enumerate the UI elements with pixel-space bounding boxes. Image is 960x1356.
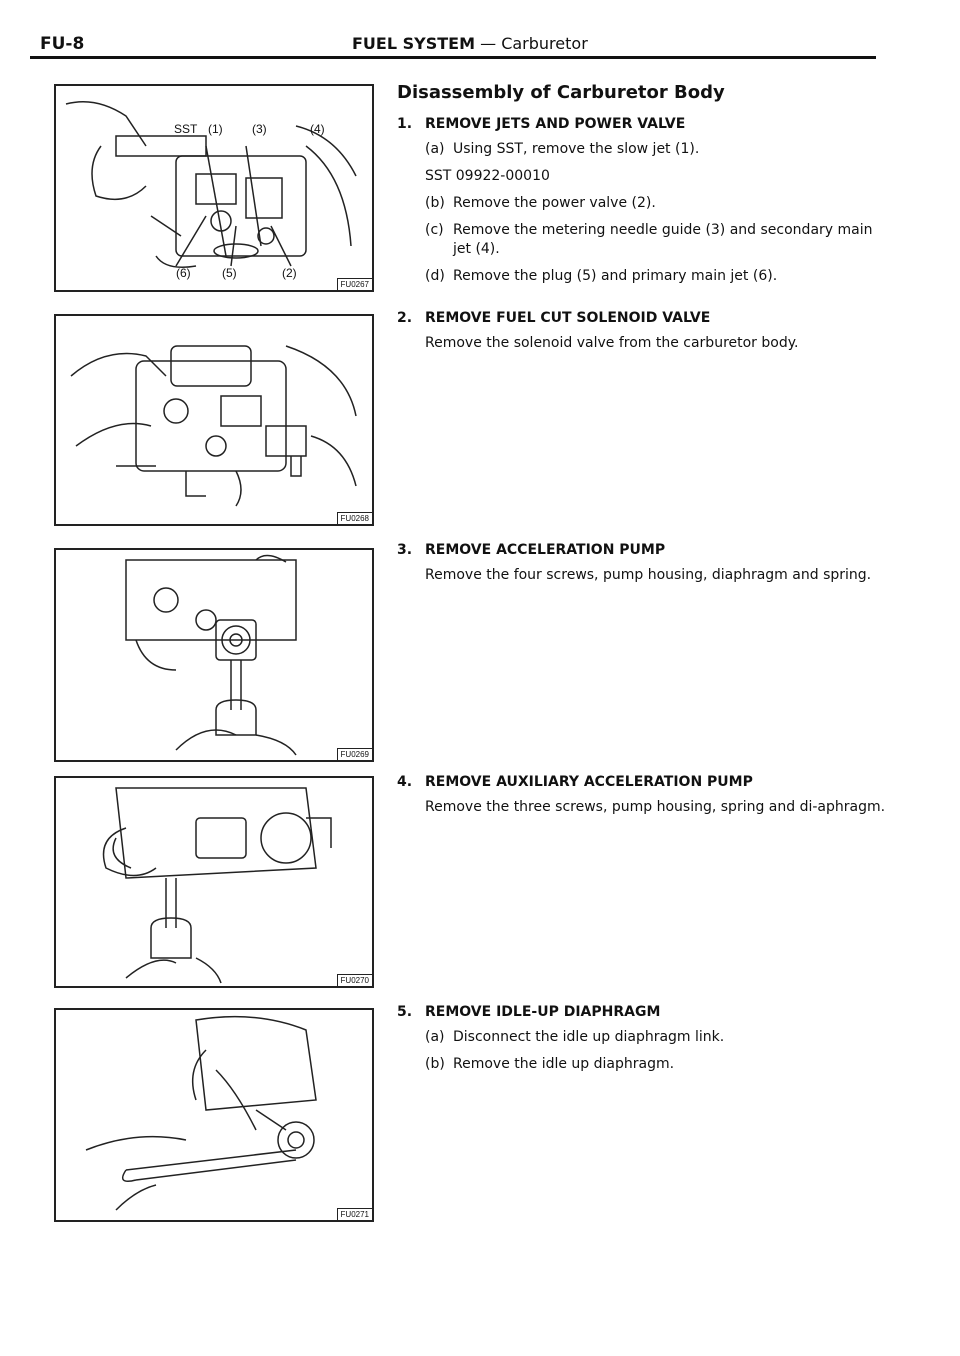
step-number: 5. [397, 1004, 413, 1020]
step-description: Remove the four screws, pump housing, diaphragm and spring. [425, 567, 872, 583]
carburetor-jets-illustration [56, 86, 372, 290]
figure-idle-up-removal [54, 1008, 374, 1222]
substep-d [425, 267, 887, 286]
substep-text: Using SST, remove the slow jet (1). [453, 141, 700, 157]
step-description: Remove the three screws, pump housing, spring and di-aphragm. [425, 799, 886, 815]
substep-a [425, 1028, 887, 1047]
figure-aux-pump-removal [54, 776, 374, 988]
figure-code: FU0269 [337, 748, 373, 761]
step-heading-text: REMOVE FUEL CUT SOLENOID VALVE [425, 310, 711, 326]
figure-code: FU0270 [337, 974, 373, 987]
acceleration-pump-illustration [56, 550, 372, 760]
step-heading [397, 542, 887, 558]
figure-code: FU0268 [337, 512, 373, 525]
step-number: 2. [397, 310, 413, 326]
substep-letter: (b) [425, 195, 445, 211]
substep-letter: (a) [425, 141, 445, 157]
substep-letter: (a) [425, 1029, 445, 1045]
step-3 [397, 542, 887, 585]
header-rule [30, 56, 876, 59]
header-subtitle: Carburetor [501, 34, 588, 53]
substep-b [425, 1055, 887, 1074]
sst-number: SST 09922-00010 [425, 168, 550, 184]
label-4: (4) [310, 122, 325, 136]
substep-text: Remove the idle up diaphragm. [453, 1056, 675, 1072]
step-heading [397, 310, 887, 326]
substep-text: Disconnect the idle up diaphragm link. [453, 1029, 725, 1045]
step-heading [397, 774, 887, 790]
figure-code: FU0267 [337, 278, 373, 291]
step-description: Remove the solenoid valve from the carburetor body. [425, 335, 799, 351]
step-1 [397, 116, 887, 294]
page-header-title [352, 34, 588, 53]
step-heading-text: REMOVE IDLE-UP DIAPHRAGM [425, 1004, 661, 1020]
step-heading [397, 1004, 887, 1020]
auxiliary-pump-illustration [56, 778, 372, 986]
label-1: (1) [208, 122, 223, 136]
idle-up-diaphragm-illustration [56, 1010, 372, 1220]
solenoid-valve-illustration [56, 316, 372, 524]
figure-jets-removal [54, 84, 374, 292]
substep-text: Remove the power valve (2). [453, 195, 656, 211]
substep-text: Remove the plug (5) and primary main jet (6). [453, 268, 778, 284]
substep-b [425, 194, 887, 213]
step-4 [397, 774, 887, 817]
figure-solenoid-removal [54, 314, 374, 526]
section-title: Disassembly of Carburetor Body [397, 82, 725, 103]
step-number: 1. [397, 116, 413, 132]
header-dash: — [480, 34, 497, 53]
label-5: (5) [222, 266, 237, 280]
page-code: FU-8 [40, 34, 85, 54]
substep-letter: (c) [425, 222, 444, 238]
step-number: 3. [397, 542, 413, 558]
header-title: FUEL SYSTEM [352, 34, 476, 53]
substep-letter: (b) [425, 1056, 445, 1072]
substep-c [425, 221, 887, 259]
figure-accel-pump-removal [54, 548, 374, 762]
label-6: (6) [176, 266, 191, 280]
substep-a [425, 140, 887, 159]
step-heading-text: REMOVE ACCELERATION PUMP [425, 542, 666, 558]
step-5 [397, 1004, 887, 1082]
step-2 [397, 310, 887, 353]
figure-code: FU0271 [337, 1208, 373, 1221]
step-heading-text: REMOVE AUXILIARY ACCELERATION PUMP [425, 774, 753, 790]
substep-letter: (d) [425, 268, 445, 284]
substep-text: Remove the metering needle guide (3) and secondary main jet (4). [453, 222, 873, 257]
step-heading [397, 116, 887, 132]
label-sst: SST [174, 122, 198, 136]
label-3: (3) [252, 122, 267, 136]
step-number: 4. [397, 774, 413, 790]
label-2: (2) [282, 266, 297, 280]
step-heading-text: REMOVE JETS AND POWER VALVE [425, 116, 686, 132]
